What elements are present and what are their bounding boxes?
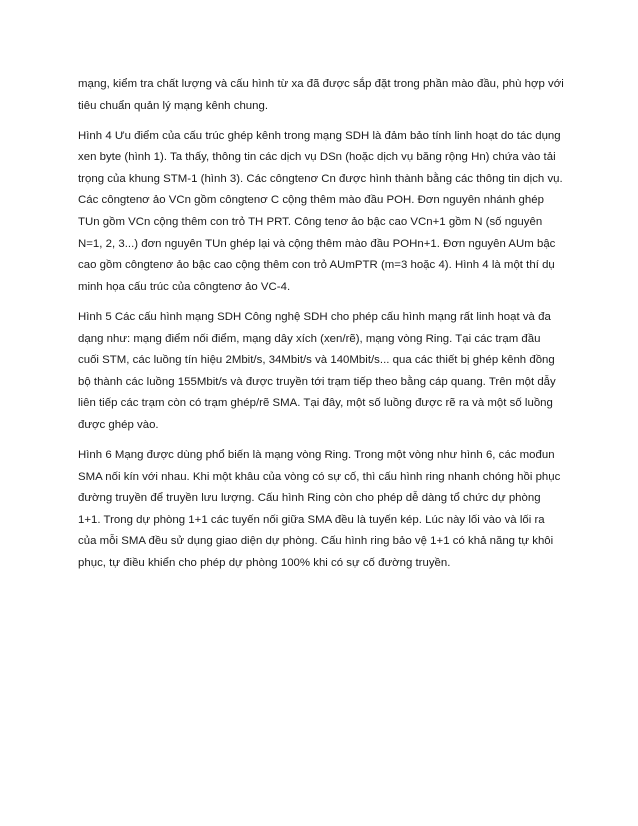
paragraph-sdh-multiplex-structure: Hình 4 Ưu điểm của cấu trúc ghép kênh trong mạng SDH là đảm bảo tính linh hoạt do tác dụng xen byte (hình 1). Ta thấy, thông tin các dịch vụ DSn (hoặc dịch vụ băng rộng Hn) chứa vào tải trọng của khung STM-1 (hình 3). Các côngtenơ Cn được hình thành bằng các thông tin dịch vụ. Các côngtenơ ảo VCn gồm côngtenơ C cộng thêm mào đầu POH. Đơn nguyên nhánh ghép TUn gồm VCn cộng thêm con trỏ TH PRT. Công tenơ ảo bậc cao VCn+1 gồm N (số nguyên N=1, 2, 3...) đơn nguyên TUn ghép lại và cộng thêm mào đầu POHn+1. Đơn nguyên AUm bậc cao gồm côngtenơ ảo bậc cao cộng thêm con trỏ AUmPTR (m=3 hoặc 4). Hình 4 là một thí dụ minh họa cấu trúc của côngtenơ ảo VC-4. bbox=[78, 129, 563, 293]
paragraph-ring-network: Hình 6 Mạng được dùng phổ biến là mạng vòng Ring. Trong một vòng như hình 6, các mođun SMA nối kín với nhau. Khi một khâu của vòng có sự cố, thì cấu hình ring nhanh chóng hồi phục đường truyền để truyền lưu lượng. Cấu hình Ring còn cho phép dễ dàng tổ chức dự phòng 1+1. Trong dự phòng 1+1 các tuyến nối giữa SMA đều là tuyến kép. Lúc này lối vào và lối ra của mỗi SMA đều sử dụng giao diện dự phòng. Cấu hình ring bảo vệ 1+1 có khả năng tự khôi phục, tự điều khiển cho phép dự phòng 100% khi có sự cố đường truyền. bbox=[78, 449, 561, 569]
document-page bbox=[78, 74, 564, 583]
paragraph-network-management: mạng, kiểm tra chất lượng và cấu hình từ xa đã được sắp đặt trong phần mào đầu, phù hợp với tiêu chuẩn quản lý mạng kênh chung. bbox=[78, 78, 564, 112]
paragraph-sdh-network-configurations: Hình 5 Các cấu hình mạng SDH Công nghệ SDH cho phép cấu hình mạng rất linh hoạt và đa dạng như: mạng điểm nối điểm, mạng dây xích (xen/rẽ), mạng vòng Ring. Tại các trạm đầu cuối STM, các luồng tín hiệu 2Mbit/s, 34Mbit/s và 140Mbit/s... qua các thiết bị ghép kênh đồng bộ thành các luồng 155Mbit/s và được truyền tới trạm tiếp theo bằng cáp quang. Trên một dẫy liên tiếp các trạm còn có trạm ghép/rẽ SMA. Tại đây, một số luồng được rẽ ra và một số luồng được ghép vào. bbox=[78, 310, 556, 431]
